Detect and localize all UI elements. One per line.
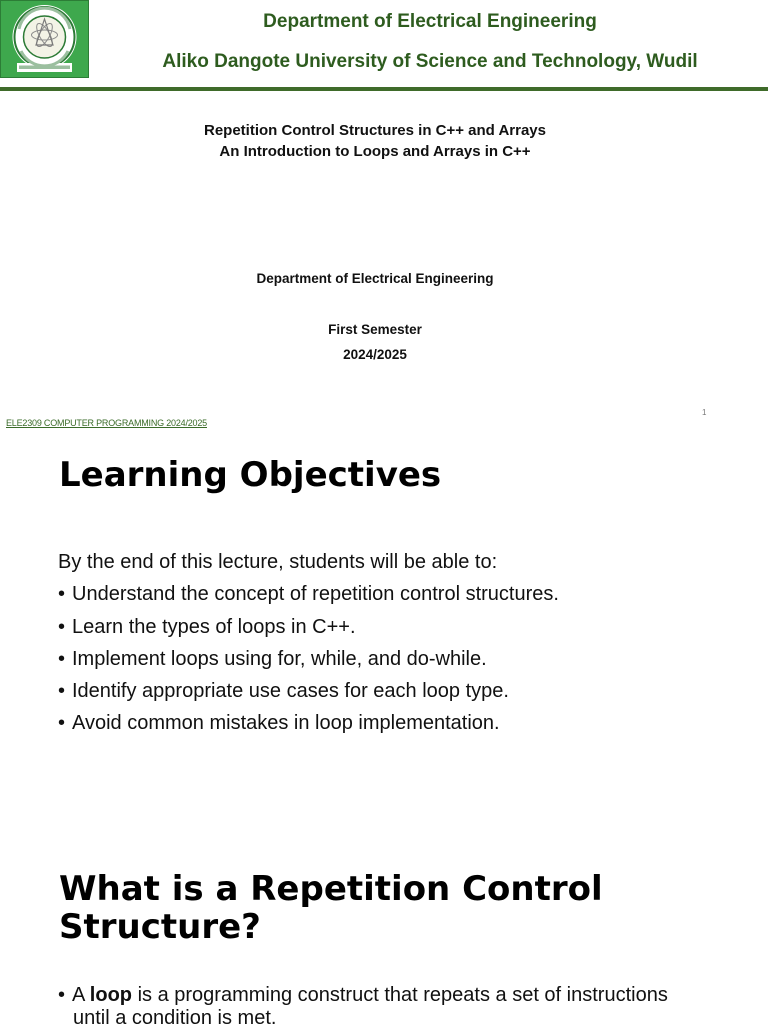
loop-definition-continuation: until a condition is met. — [73, 1007, 277, 1024]
bullet-icon: • — [58, 616, 66, 638]
title-department: Department of Electrical Engineering — [256, 271, 494, 286]
page-number: 1 — [702, 408, 707, 417]
list-item — [58, 678, 509, 704]
semester: First Semester — [328, 322, 422, 337]
footer-course-code: ELE2309 COMPUTER PROGRAMMING 2024/2025 — [6, 418, 207, 428]
repetition-heading-line1: What is a Repetition Control — [59, 869, 603, 909]
university-heading: Aliko Dangote University of Science and Technology, Wudil — [162, 51, 698, 72]
bullet-icon: • — [58, 680, 66, 702]
loop-term: loop — [89, 984, 133, 1006]
objective-text: Avoid common mistakes in loop implementation. — [72, 712, 500, 734]
document-subtitle: An Introduction to Loops and Arrays in C++ — [219, 143, 531, 160]
university-seal-logo — [0, 0, 89, 78]
bullet-icon: • — [58, 583, 66, 605]
loop-definition-prefix: A — [72, 984, 90, 1006]
bullet-icon: • — [58, 984, 66, 1006]
list-item — [58, 710, 500, 736]
session-year: 2024/2025 — [343, 347, 407, 362]
objective-text: Identify appropriate use cases for each loop type. — [72, 680, 509, 702]
list-item — [58, 646, 487, 672]
list-item — [58, 614, 356, 640]
page-header — [0, 0, 768, 92]
learning-objectives-heading: Learning Objectives — [59, 455, 442, 495]
list-item — [58, 581, 559, 607]
loop-definition-text: is a programming construct that repeats a set of instructions — [132, 984, 668, 1006]
repetition-heading-line2: Structure? — [59, 907, 261, 947]
repetition-heading — [59, 870, 603, 946]
objective-text: Implement loops using for, while, and do-while. — [72, 648, 487, 670]
document-title: Repetition Control Structures in C++ and Arrays — [203, 122, 546, 139]
department-heading: Department of Electrical Engineering — [263, 11, 597, 32]
seal-icon — [1, 1, 88, 77]
bullet-icon: • — [58, 648, 66, 670]
header-divider — [0, 87, 768, 91]
bullet-icon: • — [58, 712, 66, 734]
objective-text: Understand the concept of repetition control structures. — [72, 583, 559, 605]
objectives-intro: By the end of this lecture, students will be able to: — [58, 551, 498, 573]
list-item-continuation — [73, 1005, 276, 1024]
objective-text: Learn the types of loops in C++. — [72, 616, 356, 638]
